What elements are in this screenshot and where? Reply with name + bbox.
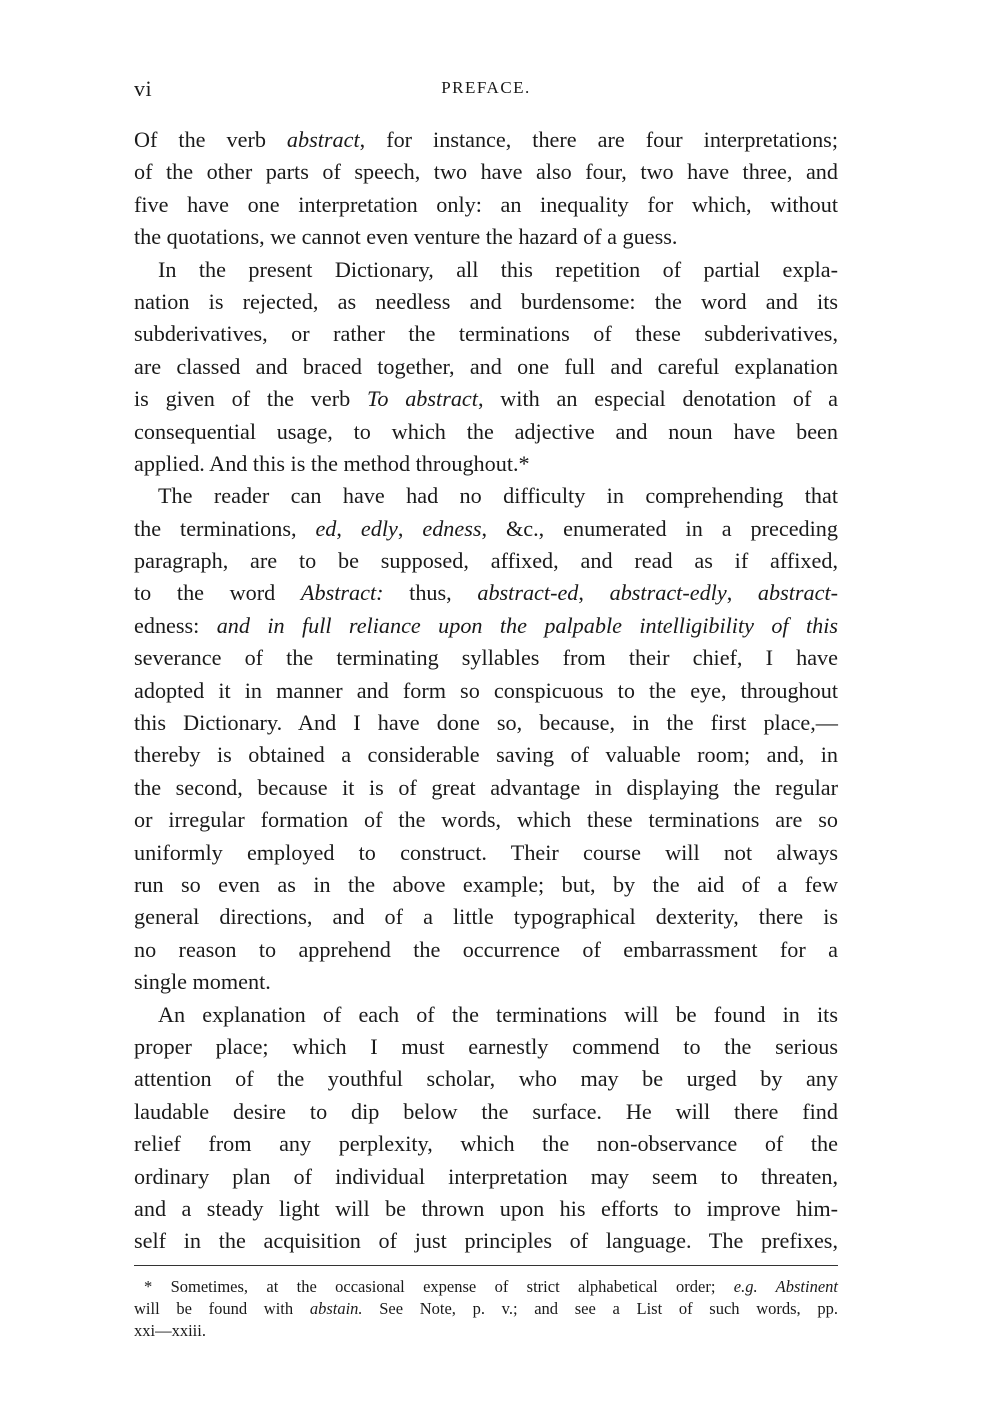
footnote — [134, 1276, 838, 1342]
footnote-rule — [134, 1265, 838, 1266]
text-line: ordinary plan of individual interpretation may seem to threaten, — [134, 1163, 838, 1189]
text-line: relief from any perplexity, which the non-observance of the — [134, 1131, 838, 1157]
text-line: proper place; which I must earnestly commend to the serious — [134, 1033, 838, 1059]
text-line: single moment. — [134, 969, 271, 995]
text-line: the quotations, we cannot even venture the hazard of a guess. — [134, 224, 678, 250]
text-line: general directions, and of a little typographical dexterity, there is — [134, 904, 838, 930]
paragraph-4 — [134, 999, 838, 1258]
text-line: severance of the terminating syllables from their chief, I have — [134, 645, 838, 671]
text-line: edness: and in full reliance upon the palpable intelligibility of this — [134, 612, 838, 638]
text-line: is given of the verb To abstract, with an especial denotation of a — [134, 386, 839, 412]
text-line: thereby is obtained a considerable saving of valuable room; and, in — [134, 742, 838, 768]
text-line: the second, because it is of great advantage in displaying the regular — [134, 774, 838, 800]
page-number: vi — [134, 76, 153, 101]
text-line: or irregular formation of the words, which these terminations are so — [134, 807, 838, 833]
paragraph-2 — [134, 254, 838, 481]
text-line: laudable desire to dip below the surface. He will there find — [134, 1098, 838, 1124]
running-title: PREFACE. — [441, 78, 531, 97]
footnote-line: * Sometimes, at the occasional expense of strict alphabetical order; e.g. Abstinent — [144, 1277, 838, 1296]
text-line: are classed and braced together, and one full and careful explanation — [134, 353, 838, 379]
text-line: run so even as in the above example; but, by the aid of a few — [134, 871, 838, 897]
text-line: to the word Abstract: thus, abstract-ed, abstract-edly, abstract- — [134, 580, 839, 606]
text-line: and a steady light will be thrown upon his efforts to improve him- — [134, 1195, 838, 1221]
text-line: An explanation of each of the terminations will be found in its — [158, 1001, 838, 1027]
text-line: self in the acquisition of just principles of language. The prefixes, — [134, 1228, 838, 1254]
footnote-line: xxi—xxiii. — [134, 1321, 206, 1340]
text-line: nation is rejected, as needless and burdensome: the word and its — [134, 288, 838, 314]
text-line: adopted it in manner and form so conspicuous to the eye, throughout — [134, 677, 838, 703]
text-line: subderivatives, or rather the terminations of these subderivatives, — [134, 321, 838, 347]
text-line: five have one interpretation only: an inequality for which, without — [134, 191, 838, 217]
text-line: uniformly employed to construct. Their course will not always — [134, 839, 838, 865]
body-text — [134, 124, 838, 1258]
text-line: this Dictionary. And I have done so, because, in the first place,— — [134, 710, 838, 736]
text-line: The reader can have had no difficulty in comprehending that — [158, 483, 838, 509]
text-line: applied. And this is the method throughout.* — [134, 450, 530, 476]
text-line: the terminations, ed, edly, edness, &c., enumerated in a preceding — [134, 515, 838, 541]
page-header — [134, 74, 838, 104]
text-line: no reason to apprehend the occurrence of embarrassment for a — [134, 936, 838, 962]
text-line: of the other parts of speech, two have also four, two have three, and — [134, 159, 838, 185]
paragraph-1 — [134, 124, 838, 254]
text-line: In the present Dictionary, all this repetition of partial expla- — [158, 256, 838, 282]
text-line: attention of the youthful scholar, who may be urged by any — [134, 1066, 838, 1092]
text-line: consequential usage, to which the adjective and noun have been — [134, 418, 838, 444]
paragraph-3 — [134, 480, 838, 998]
text-line: paragraph, are to be supposed, affixed, and read as if affixed, — [134, 548, 838, 574]
footnote-line: will be found with abstain. See Note, p. v.; and see a List of such words, pp. — [134, 1299, 838, 1318]
text-line: Of the verb abstract, for instance, there are four interpretations; — [134, 127, 838, 152]
